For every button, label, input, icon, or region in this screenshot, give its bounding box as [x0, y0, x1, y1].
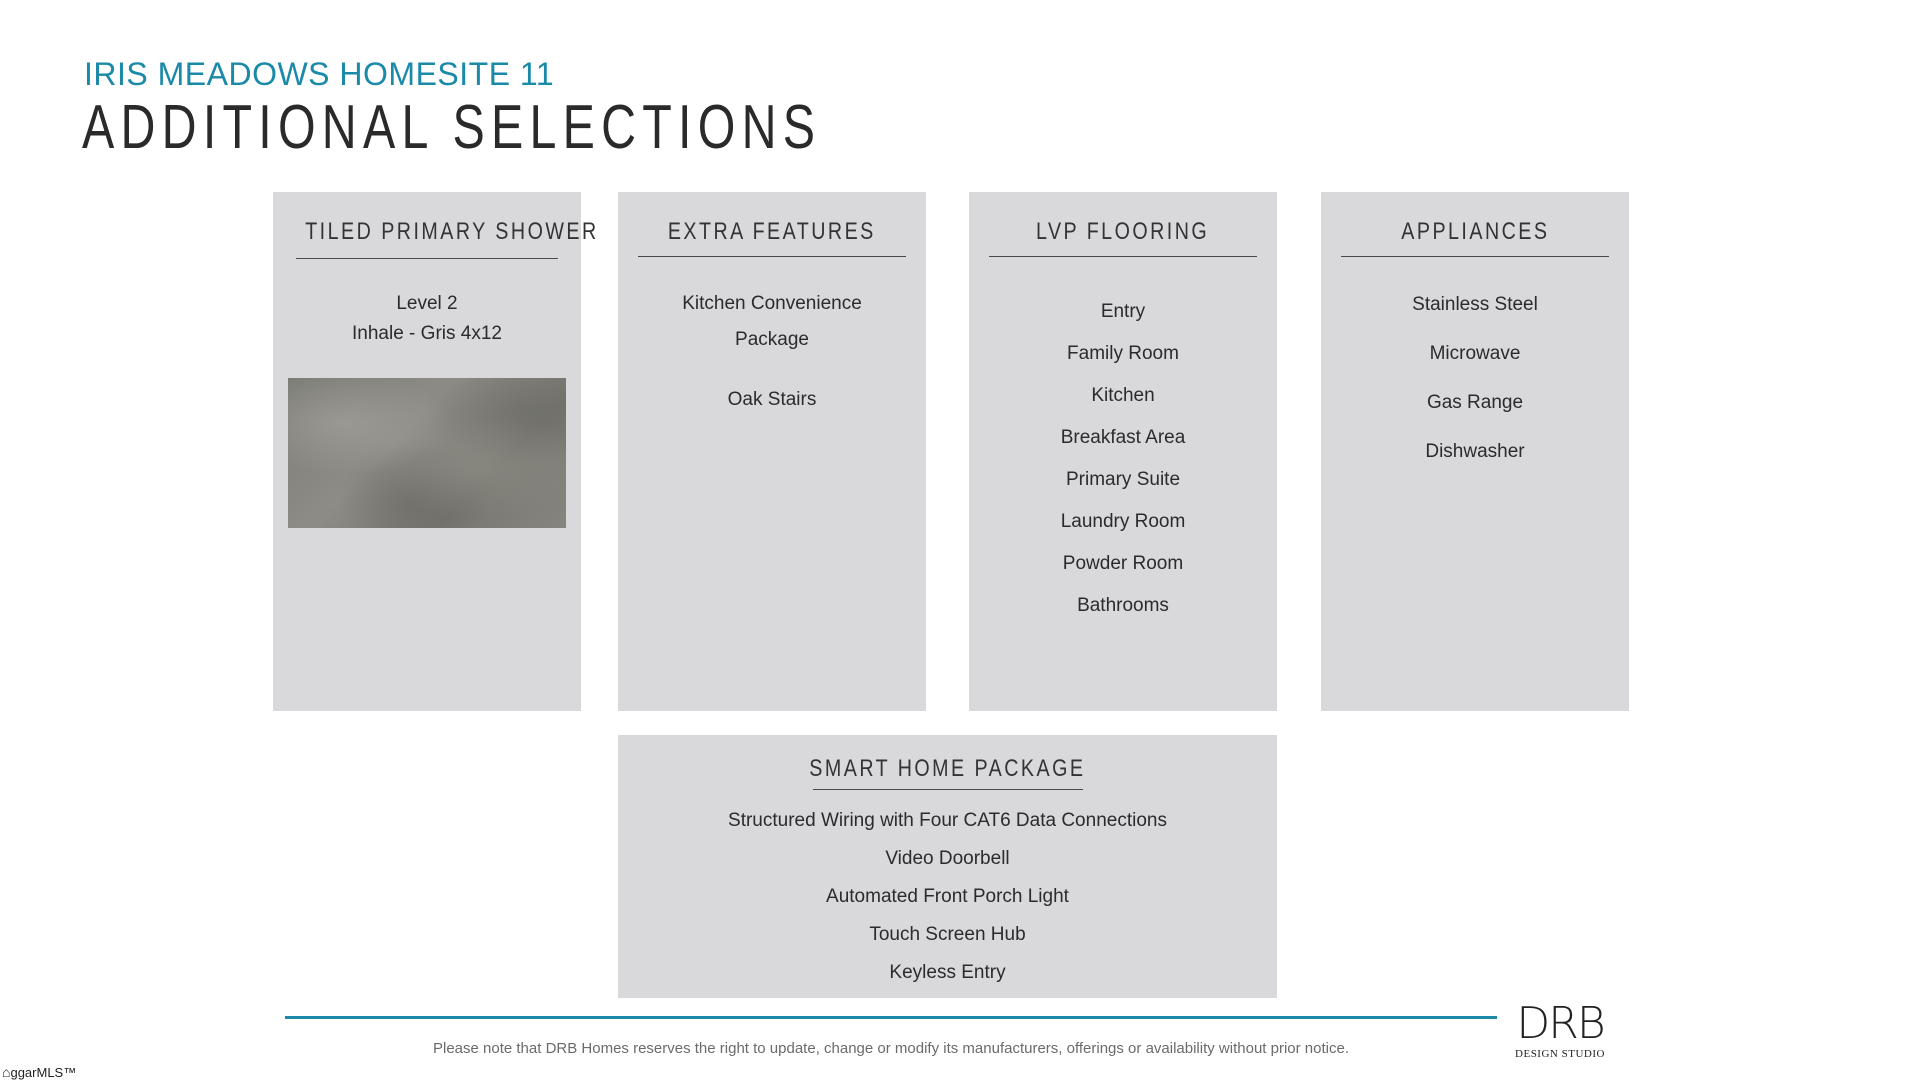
heading-divider [813, 789, 1083, 790]
logo-mark: DRB [1516, 998, 1604, 1049]
heading-divider [638, 256, 906, 257]
footer-divider [285, 1016, 1497, 1019]
list-item: Kitchen [1091, 385, 1155, 406]
list-item: Laundry Room [1060, 511, 1186, 532]
shower-level: Level 2 [396, 293, 458, 314]
list-item: Bathrooms [1077, 595, 1169, 616]
page-title: ADDITIONAL SELECTIONS [82, 93, 822, 162]
homesite-subtitle: IRIS MEADOWS HOMESITE 11 [84, 56, 555, 92]
disclaimer-text: Please note that DRB Homes reserves the right to update, change or modify its manufacturers, offerings or availability without prior notice. [432, 1040, 1349, 1057]
list-item: Entry [1100, 301, 1146, 322]
panel-heading: EXTRA FEATURES [668, 218, 876, 245]
heading-divider [1341, 256, 1609, 257]
panel-heading: SMART HOME PACKAGE [809, 755, 1086, 782]
panel-lvp-flooring [969, 192, 1277, 711]
list-item: Microwave [1429, 343, 1521, 364]
list-item: Breakfast Area [1060, 427, 1186, 448]
panel-heading: LVP FLOORING [1036, 218, 1210, 245]
panel-smart-home-package [618, 735, 1277, 998]
tile-swatch-image [288, 378, 566, 528]
list-item: Gas Range [1426, 392, 1524, 413]
list-item: Kitchen Convenience [682, 293, 862, 314]
panel-heading: TILED PRIMARY SHOWER [305, 218, 599, 245]
list-item: Package [735, 329, 809, 350]
mls-watermark [2, 1064, 76, 1080]
house-icon: ⌂ [2, 1064, 11, 1080]
panel-appliances [1321, 192, 1629, 711]
heading-divider [296, 258, 558, 259]
list-item: Touch Screen Hub [869, 924, 1026, 945]
list-item: Stainless Steel [1412, 294, 1538, 315]
panel-extra-features [618, 192, 926, 711]
logo-subtitle: DESIGN STUDIO [1515, 1048, 1605, 1060]
list-item: Powder Room [1062, 553, 1184, 574]
list-item: Video Doorbell [885, 848, 1010, 869]
list-item: Dishwasher [1425, 441, 1525, 462]
list-item: Structured Wiring with Four CAT6 Data Connections [728, 810, 1167, 831]
list-item: Automated Front Porch Light [826, 886, 1069, 907]
list-item: Oak Stairs [727, 389, 817, 410]
panel-heading: APPLIANCES [1400, 218, 1550, 245]
list-item: Primary Suite [1065, 469, 1181, 490]
list-item: Family Room [1067, 343, 1179, 364]
heading-divider [989, 256, 1257, 257]
drb-design-studio-logo [1510, 998, 1610, 1060]
panel-tiled-primary-shower [273, 192, 599, 711]
shower-tile-name: Inhale - Gris 4x12 [352, 323, 502, 344]
mls-label: ggarMLS™ [10, 1065, 77, 1080]
list-item: Keyless Entry [889, 962, 1006, 983]
